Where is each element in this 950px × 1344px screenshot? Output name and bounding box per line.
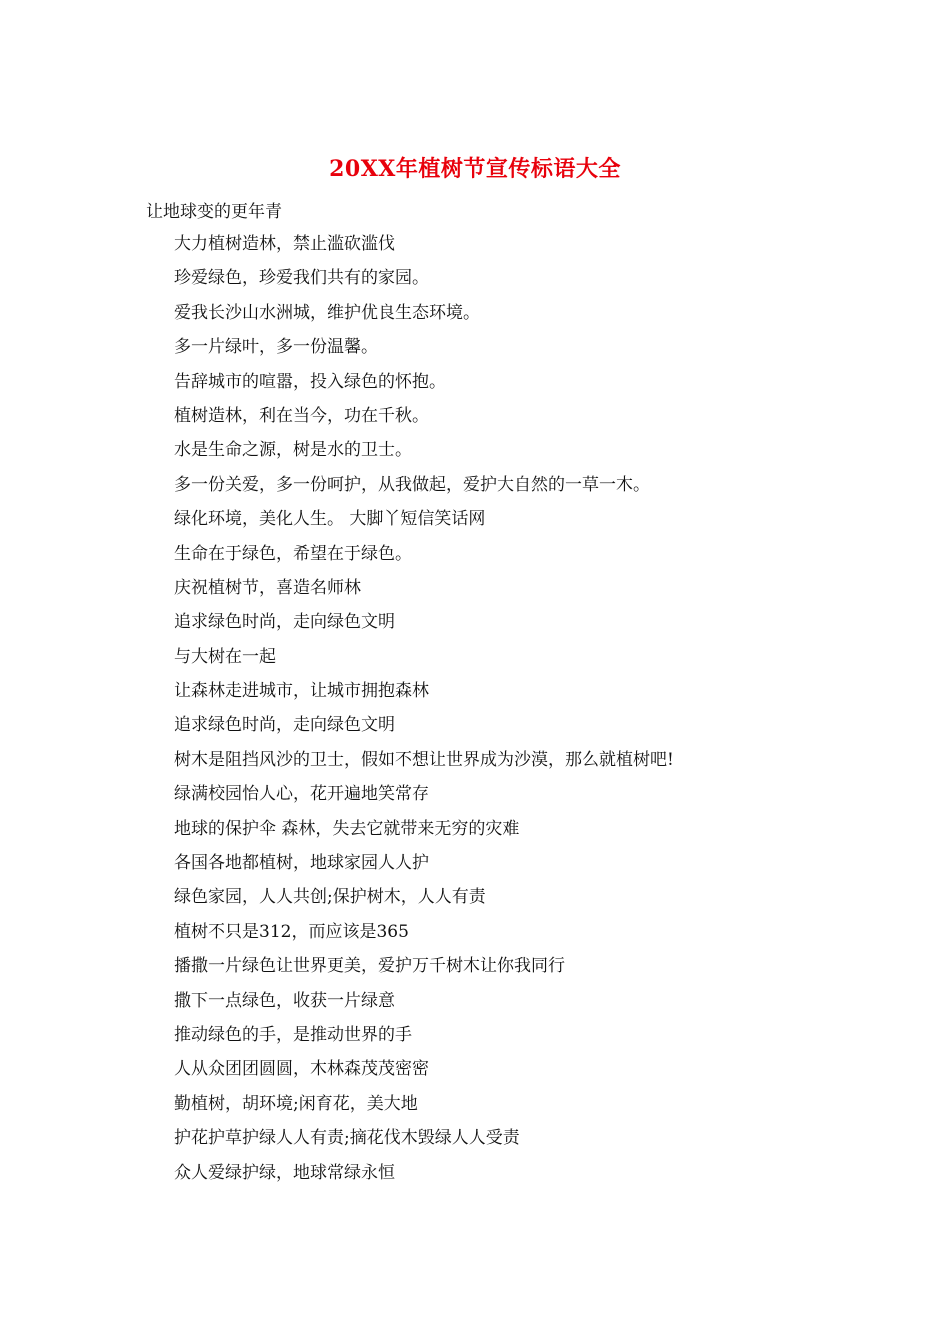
slogan-line: 追求绿色时尚，走向绿色文明 — [174, 612, 395, 633]
slogan-line: 植树不只是312，而应该是365 — [174, 921, 409, 942]
slogan-line: 推动绿色的手，是推动世界的手 — [174, 1024, 412, 1045]
slogan-line: 追求绿色时尚，走向绿色文明 — [174, 715, 395, 736]
slogan-line: 撒下一点绿色，收获一片绿意 — [174, 990, 395, 1011]
page-title: 20XX年植树节宣传标语大全 — [329, 156, 621, 182]
slogan-line: 与大树在一起 — [174, 646, 276, 667]
slogan-line: 爱我长沙山水洲城，维护优良生态环境。 — [174, 302, 480, 323]
slogan-line: 人从众团团圆圆，木林森茂茂密密 — [174, 1059, 429, 1080]
slogan-line: 播撒一片绿色让世界更美，爱护万千树木让你我同行 — [174, 956, 565, 977]
slogan-line: 地球的保护伞 森林，失去它就带来无穷的灾难 — [174, 818, 520, 839]
slogan-line: 庆祝植树节，喜造名师林 — [174, 577, 361, 598]
slogan-line: 各国各地都植树，地球家园人人护 — [174, 853, 429, 874]
slogan-line: 勤植树，胡环境;闲育花，美大地 — [174, 1093, 418, 1114]
slogan-line: 大力植树造林，禁止滥砍滥伐 — [174, 234, 395, 254]
slogan-line: 树木是阻挡风沙的卫士，假如不想让世界成为沙漠，那么就植树吧! — [174, 749, 674, 770]
slogan-line: 生命在于绿色，希望在于绿色。 — [174, 543, 412, 564]
slogan-line: 绿色家园，人人共创;保护树木，人人有责 — [174, 887, 486, 908]
slogan-line: 水是生命之源，树是水的卫士。 — [174, 440, 412, 461]
slogan-line: 护花护草护绿人人有责;摘花伐木毁绿人人受责 — [174, 1128, 520, 1149]
slogan-line: 珍爱绿色，珍爱我们共有的家园。 — [174, 268, 429, 289]
slogan-line: 多一片绿叶，多一份温馨。 — [174, 337, 378, 358]
slogan-line: 众人爱绿护绿，地球常绿永恒 — [174, 1162, 395, 1183]
slogan-line: 多一份关爱，多一份呵护，从我做起，爱护大自然的一草一木。 — [174, 474, 650, 495]
slogan-line: 植树造林，利在当今，功在千秋。 — [174, 405, 429, 426]
slogan-list — [174, 232, 674, 1195]
slogan-line: 绿满校园怡人心，花开遍地笑常存 — [174, 784, 429, 805]
slogan-line: 告辞城市的喧嚣，投入绿色的怀抱。 — [174, 371, 446, 392]
slogan-line: 绿化环境，美化人生。 大脚丫短信笑话网 — [174, 509, 486, 530]
subtitle: 让地球变的更年青 — [146, 202, 282, 222]
slogan-line: 让森林走进城市，让城市拥抱森林 — [174, 681, 429, 702]
